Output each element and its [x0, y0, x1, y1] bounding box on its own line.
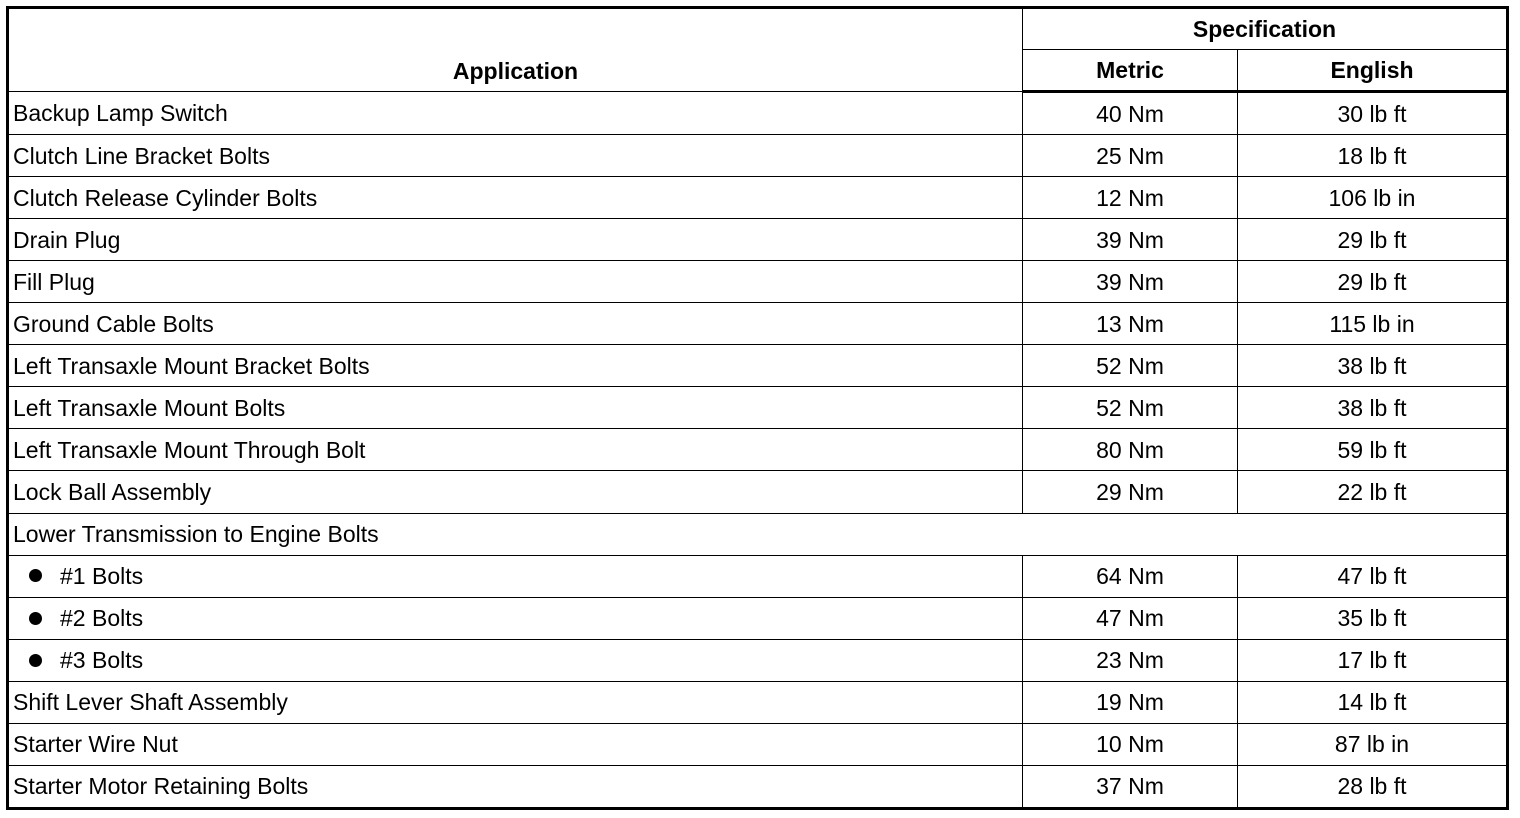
table-row	[8, 387, 1508, 429]
table-row	[8, 639, 1508, 681]
application-cell	[8, 597, 1023, 639]
table-row	[8, 429, 1508, 471]
application-cell	[8, 303, 1023, 345]
english-column-header: English	[1238, 50, 1508, 92]
application-cell	[8, 555, 1023, 597]
application-label: #1 Bolts	[60, 563, 144, 590]
bullet-icon	[29, 569, 42, 582]
metric-value-cell: 10 Nm	[1023, 723, 1238, 765]
english-value-cell: 38 lb ft	[1238, 387, 1508, 429]
application-cell	[8, 92, 1023, 135]
metric-value-cell: 23 Nm	[1023, 639, 1238, 681]
table-row	[8, 723, 1508, 765]
application-label: Ground Cable Bolts	[13, 310, 214, 337]
metric-value-cell: 13 Nm	[1023, 303, 1238, 345]
english-value-cell: 22 lb ft	[1238, 471, 1508, 513]
english-value-cell: 18 lb ft	[1238, 135, 1508, 177]
english-value-cell: 30 lb ft	[1238, 92, 1508, 135]
application-label: Starter Wire Nut	[13, 731, 178, 758]
application-label: #2 Bolts	[60, 605, 144, 632]
application-label: Drain Plug	[13, 226, 121, 253]
bullet-icon	[29, 654, 42, 667]
table-row	[8, 597, 1508, 639]
table-row	[8, 261, 1508, 303]
application-cell	[8, 681, 1023, 723]
metric-value-cell: 37 Nm	[1023, 765, 1238, 808]
application-label: #3 Bolts	[60, 647, 144, 674]
application-label: Lower Transmission to Engine Bolts	[13, 521, 379, 548]
metric-value-cell: 40 Nm	[1023, 92, 1238, 135]
fastener-specification-table	[6, 6, 1509, 810]
english-value-cell: 115 lb in	[1238, 303, 1508, 345]
application-cell	[8, 639, 1023, 681]
application-cell	[8, 765, 1023, 808]
application-cell	[8, 219, 1023, 261]
application-label: Left Transaxle Mount Bolts	[13, 394, 286, 421]
application-label: Starter Motor Retaining Bolts	[13, 773, 309, 800]
table-body	[8, 92, 1508, 809]
metric-value-cell: 64 Nm	[1023, 555, 1238, 597]
table-row	[8, 471, 1508, 513]
metric-value-cell: 52 Nm	[1023, 387, 1238, 429]
application-label: Shift Lever Shaft Assembly	[13, 689, 288, 716]
application-label: Fill Plug	[13, 268, 95, 295]
english-value-cell: 38 lb ft	[1238, 345, 1508, 387]
metric-value-cell: 52 Nm	[1023, 345, 1238, 387]
header-row-specification	[8, 8, 1508, 50]
english-value-cell: 17 lb ft	[1238, 639, 1508, 681]
application-cell	[8, 471, 1023, 513]
bullet-icon	[29, 612, 42, 625]
application-column-header: Application	[8, 8, 1023, 92]
english-value-cell: 87 lb in	[1238, 723, 1508, 765]
metric-value-cell: 47 Nm	[1023, 597, 1238, 639]
table-row	[8, 177, 1508, 219]
metric-value-cell: 39 Nm	[1023, 219, 1238, 261]
application-cell	[8, 723, 1023, 765]
table-row	[8, 513, 1508, 555]
table-row	[8, 135, 1508, 177]
table-row	[8, 765, 1508, 808]
metric-value-cell: 19 Nm	[1023, 681, 1238, 723]
application-label: Clutch Line Bracket Bolts	[13, 142, 270, 169]
metric-value-cell: 12 Nm	[1023, 177, 1238, 219]
english-value-cell: 47 lb ft	[1238, 555, 1508, 597]
english-value-cell: 35 lb ft	[1238, 597, 1508, 639]
english-value-cell: 29 lb ft	[1238, 219, 1508, 261]
application-label: Clutch Release Cylinder Bolts	[13, 184, 318, 211]
english-value-cell: 106 lb in	[1238, 177, 1508, 219]
metric-value-cell: 29 Nm	[1023, 471, 1238, 513]
table-row	[8, 681, 1508, 723]
metric-column-header: Metric	[1023, 50, 1238, 92]
table-row	[8, 303, 1508, 345]
table-row	[8, 345, 1508, 387]
specification-column-header: Specification	[1023, 8, 1508, 50]
metric-value-cell: 25 Nm	[1023, 135, 1238, 177]
application-label: Left Transaxle Mount Through Bolt	[13, 436, 366, 463]
application-label: Left Transaxle Mount Bracket Bolts	[13, 352, 370, 379]
english-value-cell: 28 lb ft	[1238, 765, 1508, 808]
english-value-cell: 29 lb ft	[1238, 261, 1508, 303]
application-cell	[8, 177, 1023, 219]
metric-value-cell: 80 Nm	[1023, 429, 1238, 471]
english-value-cell: 59 lb ft	[1238, 429, 1508, 471]
table-row	[8, 555, 1508, 597]
table-row	[8, 92, 1508, 135]
application-cell	[8, 429, 1023, 471]
application-cell	[8, 513, 1508, 555]
metric-value-cell: 39 Nm	[1023, 261, 1238, 303]
application-cell	[8, 387, 1023, 429]
application-cell	[8, 261, 1023, 303]
application-label: Backup Lamp Switch	[13, 100, 228, 127]
english-value-cell: 14 lb ft	[1238, 681, 1508, 723]
application-cell	[8, 345, 1023, 387]
application-cell	[8, 135, 1023, 177]
application-label: Lock Ball Assembly	[13, 478, 212, 505]
table-row	[8, 219, 1508, 261]
